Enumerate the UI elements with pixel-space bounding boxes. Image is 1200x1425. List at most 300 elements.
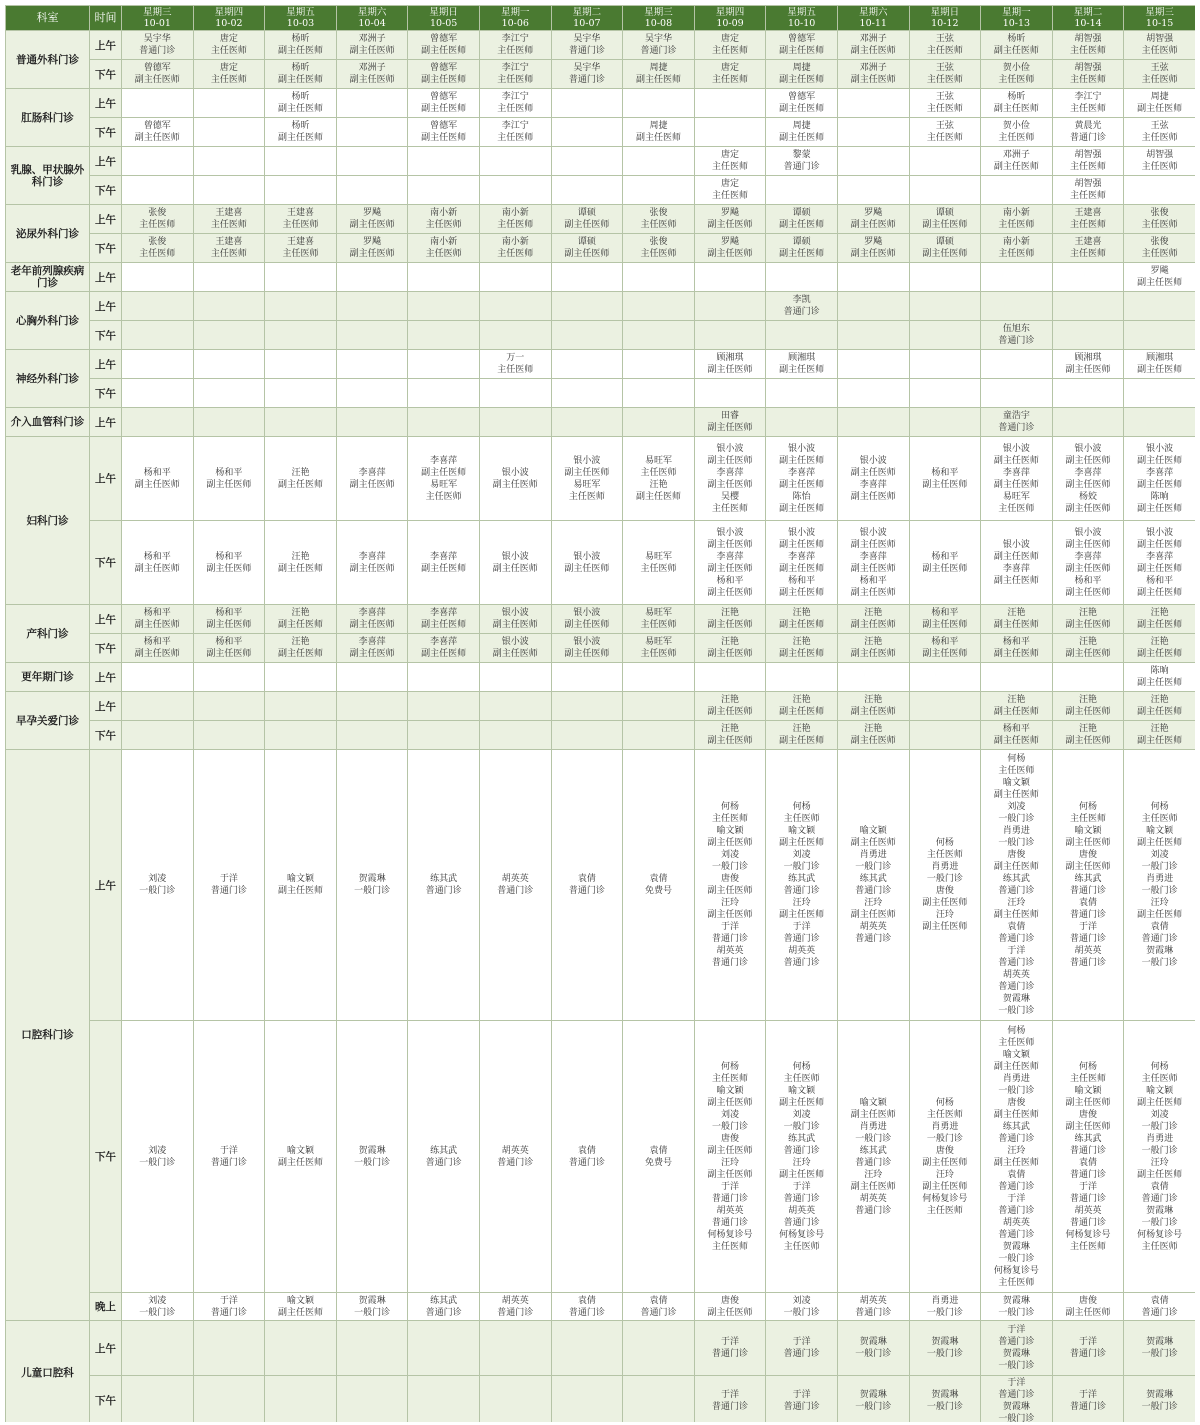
schedule-cell <box>551 1376 623 1423</box>
schedule-cell <box>193 1321 265 1376</box>
doctor-name: 汪玲 <box>935 1169 954 1180</box>
doctor-title: 副主任医师 <box>564 220 610 230</box>
doctor-name: 喻文颖 <box>1074 1085 1102 1096</box>
doctor-name: 汪艳 <box>721 608 740 618</box>
schedule-cell <box>623 750 695 1021</box>
weekday-label: 星期三 <box>143 6 172 18</box>
doctor-title: 副主任医师 <box>922 649 968 659</box>
schedule-cell <box>265 521 337 605</box>
schedule-cell <box>766 60 838 89</box>
doctor-title: 副主任医师 <box>850 649 896 659</box>
doctor-name: 练其武 <box>859 874 887 884</box>
doctor-name: 唐定 <box>219 34 238 44</box>
schedule-cell <box>336 634 408 663</box>
doctor-name: 罗飚 <box>864 237 883 247</box>
doctor-name: 李喜萍 <box>1002 563 1030 574</box>
doctor-title: 副主任医师 <box>779 649 825 659</box>
schedule-cell <box>265 1293 337 1321</box>
doctor-name: 李喜萍 <box>358 551 386 562</box>
doctor-title: 一般门诊 <box>1141 1121 1178 1132</box>
schedule-cell <box>766 408 838 437</box>
schedule-cell <box>837 1021 909 1293</box>
schedule-cell <box>1124 721 1195 750</box>
doctor-title: 副主任医师 <box>421 620 467 630</box>
schedule-row <box>6 408 1196 437</box>
doctor-name: 杨和平 <box>143 608 171 618</box>
session-time: 上午 <box>90 437 122 521</box>
doctor-name: 贺霞琳 <box>1002 1401 1030 1412</box>
schedule-cell <box>551 379 623 408</box>
schedule-cell <box>336 692 408 721</box>
session-time: 下午 <box>90 1021 122 1293</box>
weekday-label: 星期一 <box>1002 6 1031 18</box>
doctor-name: 王弦 <box>1150 63 1169 73</box>
doctor-name: 喻文颖 <box>859 826 887 836</box>
doctor-title: 主任医师 <box>712 75 749 85</box>
doctor-name: 汪艳 <box>1150 695 1169 705</box>
doctor-name: 罗飚 <box>721 208 740 218</box>
doctor-name: 邓洲子 <box>859 63 887 73</box>
department-name: 儿童口腔科 <box>6 1321 90 1423</box>
doctor-name: 喻文颖 <box>1146 826 1174 836</box>
doctor-title: 普通门诊 <box>1070 934 1107 944</box>
schedule-cell <box>623 379 695 408</box>
doctor-title: 副主任医师 <box>993 104 1039 114</box>
doctor-name: 罗飚 <box>721 237 740 247</box>
doctor-title: 副主任医师 <box>850 539 896 550</box>
doctor-name: 何杨 <box>1007 1025 1026 1036</box>
doctor-name: 于洋 <box>1007 1193 1026 1204</box>
session-time: 上午 <box>90 692 122 721</box>
doctor-title: 普通门诊 <box>1070 133 1107 143</box>
schedule-row <box>6 321 1196 350</box>
doctor-title: 普通门诊 <box>712 1349 749 1359</box>
schedule-cell <box>122 31 194 60</box>
doctor-title: 主任医师 <box>998 249 1035 259</box>
doctor-title: 副主任医师 <box>564 467 610 478</box>
doctor-title: 主任医师 <box>998 1037 1035 1048</box>
doctor-name: 王弦 <box>935 34 954 44</box>
doctor-name: 银小波 <box>859 527 887 538</box>
doctor-name: 汪艳 <box>291 551 310 562</box>
doctor-title: 普通门诊 <box>998 886 1035 896</box>
schedule-cell <box>766 1021 838 1293</box>
schedule-cell <box>1124 663 1195 692</box>
doctor-title: 副主任医师 <box>850 249 896 259</box>
doctor-title: 主任医师 <box>712 1073 749 1084</box>
doctor-title: 主任医师 <box>926 1109 963 1120</box>
doctor-name: 汪玲 <box>1007 898 1026 908</box>
doctor-title: 主任医师 <box>926 46 963 56</box>
schedule-cell <box>336 118 408 147</box>
schedule-cell <box>623 408 695 437</box>
schedule-cell <box>122 1321 194 1376</box>
schedule-cell <box>408 118 480 147</box>
doctor-name: 汪艳 <box>721 695 740 705</box>
schedule-container <box>5 5 1195 1422</box>
doctor-title: 一般门诊 <box>998 1361 1035 1371</box>
doctor-name: 刘凌 <box>792 850 811 860</box>
schedule-cell <box>265 118 337 147</box>
doctor-name: 银小波 <box>1074 527 1102 538</box>
doctor-title: 主任医师 <box>1070 814 1107 824</box>
doctor-title: 主任医师 <box>1070 75 1107 85</box>
doctor-title: 主任医师 <box>640 563 677 574</box>
doctor-name: 贺霞琳 <box>1002 1295 1030 1306</box>
schedule-row <box>6 1376 1196 1423</box>
doctor-name: 胡英英 <box>716 1205 744 1216</box>
schedule-cell <box>193 692 265 721</box>
doctor-title: 普通门诊 <box>568 886 605 896</box>
schedule-cell <box>408 1021 480 1293</box>
schedule-cell <box>265 437 337 521</box>
doctor-title: 普通门诊 <box>497 886 534 896</box>
doctor-name: 李喜萍 <box>1146 467 1174 478</box>
date-label: 10-13 <box>1002 18 1031 29</box>
schedule-cell <box>909 1321 981 1376</box>
doctor-name: 汪艳 <box>792 724 811 734</box>
schedule-cell <box>265 263 337 292</box>
doctor-title: 普通门诊 <box>210 1157 247 1168</box>
schedule-cell <box>408 1321 480 1376</box>
doctor-title: 副主任医师 <box>779 563 825 574</box>
time-column-header: 时间 <box>90 6 122 31</box>
schedule-cell <box>1052 379 1124 408</box>
schedule-row <box>6 634 1196 663</box>
weekday-label: 星期二 <box>572 6 602 18</box>
doctor-title: 普通门诊 <box>783 1349 820 1359</box>
doctor-title: 副主任医师 <box>1065 1307 1111 1318</box>
schedule-cell <box>694 176 766 205</box>
doctor-name: 李喜萍 <box>1074 551 1102 562</box>
schedule-cell <box>265 1321 337 1376</box>
schedule-cell <box>408 521 480 605</box>
doctor-title: 副主任医师 <box>564 563 610 574</box>
doctor-name: 银小波 <box>859 455 887 466</box>
schedule-cell <box>336 292 408 321</box>
schedule-cell <box>336 437 408 521</box>
schedule-cell <box>336 263 408 292</box>
doctor-title: 副主任医师 <box>922 922 968 932</box>
doctor-title: 副主任医师 <box>1065 838 1111 848</box>
doctor-name: 肖勇进 <box>859 1121 887 1132</box>
doctor-title: 一般门诊 <box>998 1413 1035 1422</box>
doctor-name: 汪艳 <box>1150 637 1169 647</box>
doctor-name: 刘凌 <box>792 1295 811 1306</box>
doctor-name: 杨和平 <box>215 637 243 647</box>
schedule-cell <box>694 605 766 634</box>
doctor-name: 易旺军 <box>644 608 672 618</box>
doctor-name: 曾德军 <box>430 63 458 73</box>
doctor-name: 喻文颖 <box>286 1295 314 1306</box>
doctor-title: 副主任医师 <box>993 790 1039 800</box>
schedule-cell <box>694 118 766 147</box>
schedule-cell <box>766 521 838 605</box>
weekday-label: 星期日 <box>930 6 960 18</box>
doctor-name: 何杨复诊号 <box>922 1193 968 1204</box>
schedule-cell <box>336 1293 408 1321</box>
doctor-name: 何杨 <box>1150 1061 1169 1072</box>
schedule-cell <box>122 205 194 234</box>
doctor-name: 袁倩 <box>577 874 596 884</box>
schedule-cell <box>623 321 695 350</box>
doctor-title: 普通门诊 <box>1141 1307 1178 1318</box>
schedule-cell <box>766 379 838 408</box>
schedule-cell <box>551 292 623 321</box>
schedule-cell <box>193 234 265 263</box>
doctor-name: 银小波 <box>573 608 601 618</box>
schedule-cell <box>551 321 623 350</box>
doctor-title: 主任医师 <box>1070 104 1107 114</box>
schedule-cell <box>909 1021 981 1293</box>
schedule-cell <box>408 1376 480 1423</box>
schedule-cell <box>193 1021 265 1293</box>
date-label: 10-09 <box>716 18 744 29</box>
doctor-name: 杨和平 <box>859 575 887 586</box>
schedule-cell <box>193 605 265 634</box>
doctor-title: 副主任医师 <box>349 46 395 56</box>
doctor-title: 主任医师 <box>282 249 319 259</box>
doctor-name: 练其武 <box>788 874 816 884</box>
doctor-title: 普通门诊 <box>712 1401 749 1412</box>
schedule-cell <box>909 379 981 408</box>
doctor-title: 主任医师 <box>926 75 963 85</box>
schedule-cell <box>766 263 838 292</box>
doctor-title: 副主任医师 <box>993 1157 1039 1168</box>
schedule-row <box>6 521 1196 605</box>
doctor-title: 主任医师 <box>1141 814 1178 824</box>
schedule-cell <box>265 234 337 263</box>
doctor-title: 主任医师 <box>425 220 462 230</box>
doctor-name: 李喜萍 <box>358 467 386 478</box>
doctor-name: 唐定 <box>721 150 740 160</box>
schedule-cell <box>265 89 337 118</box>
doctor-title: 普通门诊 <box>783 162 820 172</box>
doctor-name: 谭硕 <box>935 237 954 247</box>
weekday-label: 星期日 <box>429 6 458 18</box>
schedule-cell <box>265 379 337 408</box>
doctor-name: 谭硕 <box>792 208 811 218</box>
schedule-cell <box>408 379 480 408</box>
doctor-name: 曾德军 <box>430 92 458 102</box>
doctor-title: 副主任医师 <box>277 46 323 56</box>
schedule-cell <box>694 31 766 60</box>
doctor-name: 何杨复诊号 <box>1065 1229 1111 1240</box>
doctor-name: 唐俊 <box>721 874 740 884</box>
doctor-title: 副主任医师 <box>779 503 825 514</box>
doctor-title: 普通门诊 <box>139 46 176 56</box>
schedule-row <box>6 437 1196 521</box>
schedule-row <box>6 31 1196 60</box>
schedule-cell <box>1124 379 1195 408</box>
schedule-cell <box>122 1021 194 1293</box>
doctor-title: 普通门诊 <box>1141 1193 1178 1204</box>
schedule-cell <box>479 692 551 721</box>
doctor-name: 何杨 <box>935 838 954 848</box>
doctor-name: 贺霞琳 <box>358 1295 386 1306</box>
doctor-title: 普通门诊 <box>855 934 892 944</box>
doctor-name: 汪艳 <box>792 695 811 705</box>
schedule-cell <box>837 176 909 205</box>
doctor-title: 副主任医师 <box>779 249 825 259</box>
session-time: 上午 <box>90 750 122 1021</box>
schedule-cell <box>265 1376 337 1423</box>
doctor-name: 汪艳 <box>792 637 811 647</box>
doctor-name: 银小波 <box>501 608 529 618</box>
doctor-title: 主任医师 <box>497 133 534 143</box>
doctor-title: 副主任医师 <box>349 75 395 85</box>
doctor-name: 刘凌 <box>1150 1109 1169 1120</box>
doctor-title: 副主任医师 <box>707 649 753 659</box>
schedule-cell <box>551 692 623 721</box>
schedule-cell <box>408 205 480 234</box>
doctor-name: 胡智强 <box>1074 150 1102 160</box>
doctor-name: 胡智强 <box>1074 63 1102 73</box>
doctor-title: 普通门诊 <box>1070 1401 1107 1412</box>
doctor-title: 副主任医师 <box>349 220 395 230</box>
doctor-title: 副主任医师 <box>1065 539 1111 550</box>
doctor-name: 胡英英 <box>501 1145 529 1156</box>
doctor-name: 南小新 <box>430 237 458 247</box>
schedule-cell <box>623 1293 695 1321</box>
doctor-name: 何杨复诊号 <box>779 1229 825 1240</box>
schedule-cell <box>909 89 981 118</box>
doctor-name: 易旺军 <box>573 479 601 490</box>
doctor-title: 主任医师 <box>1070 220 1107 230</box>
session-time: 上午 <box>90 605 122 634</box>
doctor-name: 杨昕 <box>291 121 310 131</box>
session-time: 晚上 <box>90 1293 122 1321</box>
doctor-name: 杨姣 <box>1079 491 1098 502</box>
schedule-cell <box>981 721 1053 750</box>
doctor-title: 主任医师 <box>712 814 749 824</box>
schedule-cell <box>694 234 766 263</box>
doctor-name: 伍旭东 <box>1002 324 1030 334</box>
doctor-title: 副主任医师 <box>1137 365 1183 375</box>
schedule-cell <box>981 605 1053 634</box>
doctor-title: 普通门诊 <box>712 958 749 968</box>
doctor-title: 副主任医师 <box>277 133 323 143</box>
doctor-name: 汪艳 <box>1150 608 1169 618</box>
doctor-name: 南小新 <box>501 237 529 247</box>
doctor-title: 副主任医师 <box>779 365 825 375</box>
schedule-cell <box>837 147 909 176</box>
schedule-cell <box>837 292 909 321</box>
doctor-title: 主任医师 <box>712 46 749 56</box>
outpatient-schedule-table <box>5 5 1195 1422</box>
doctor-name: 汪玲 <box>721 1157 740 1168</box>
schedule-cell <box>336 350 408 379</box>
doctor-title: 副主任医师 <box>850 491 896 502</box>
schedule-cell <box>479 1376 551 1423</box>
schedule-cell <box>766 750 838 1021</box>
doctor-title: 主任医师 <box>783 1241 820 1252</box>
schedule-cell <box>837 60 909 89</box>
schedule-cell <box>694 721 766 750</box>
doctor-title: 主任医师 <box>1141 162 1178 172</box>
schedule-cell <box>1124 176 1195 205</box>
schedule-cell <box>336 31 408 60</box>
doctor-title: 主任医师 <box>998 1277 1035 1288</box>
schedule-cell <box>837 234 909 263</box>
schedule-cell <box>551 118 623 147</box>
doctor-name: 练其武 <box>430 1145 458 1156</box>
doctor-title: 副主任医师 <box>922 220 968 230</box>
session-time: 上午 <box>90 31 122 60</box>
schedule-cell <box>408 692 480 721</box>
doctor-title: 副主任医师 <box>779 1169 825 1180</box>
doctor-name: 胡英英 <box>1002 1217 1030 1228</box>
doctor-name: 黎蒙 <box>792 150 811 160</box>
doctor-name: 李喜萍 <box>859 551 887 562</box>
schedule-cell <box>1124 634 1195 663</box>
doctor-title: 副主任医师 <box>922 563 968 574</box>
doctor-title: 普通门诊 <box>783 1401 820 1412</box>
schedule-cell <box>193 379 265 408</box>
schedule-cell <box>193 147 265 176</box>
table-header <box>6 6 1196 31</box>
doctor-name: 银小波 <box>716 527 744 538</box>
doctor-title: 副主任医师 <box>779 620 825 630</box>
doctor-name: 喻文颖 <box>286 874 314 884</box>
date-label: 10-14 <box>1074 18 1102 29</box>
doctor-title: 副主任医师 <box>993 551 1039 562</box>
schedule-cell <box>623 292 695 321</box>
doctor-title: 副主任医师 <box>922 1181 968 1192</box>
doctor-title: 副主任医师 <box>850 1109 896 1120</box>
schedule-cell <box>909 292 981 321</box>
doctor-name: 于洋 <box>721 1337 740 1347</box>
doctor-title: 普通门诊 <box>998 1205 1035 1216</box>
schedule-cell <box>694 350 766 379</box>
schedule-cell <box>265 663 337 692</box>
doctor-title: 副主任医师 <box>779 455 825 466</box>
doctor-name: 曾德军 <box>788 92 816 102</box>
schedule-cell <box>766 321 838 350</box>
doctor-title: 副主任医师 <box>1137 503 1183 514</box>
schedule-cell <box>193 663 265 692</box>
schedule-cell <box>981 147 1053 176</box>
doctor-name: 唐俊 <box>721 1133 740 1144</box>
doctor-title: 副主任医师 <box>707 220 753 230</box>
doctor-name: 杨和平 <box>143 467 171 478</box>
schedule-row <box>6 118 1196 147</box>
doctor-name: 于洋 <box>721 922 740 932</box>
doctor-name: 汪玲 <box>1150 1157 1169 1168</box>
doctor-name: 李喜萍 <box>430 608 458 618</box>
doctor-name: 杨和平 <box>1146 575 1174 586</box>
doctor-title: 副主任医师 <box>1137 1169 1183 1180</box>
doctor-title: 普通门诊 <box>568 46 605 56</box>
doctor-title: 副主任医师 <box>1065 649 1111 659</box>
schedule-cell <box>265 321 337 350</box>
doctor-title: 副主任医师 <box>707 1307 753 1318</box>
doctor-title: 副主任医师 <box>134 75 180 85</box>
schedule-cell <box>766 663 838 692</box>
doctor-title: 一般门诊 <box>139 1157 176 1168</box>
schedule-cell <box>479 605 551 634</box>
schedule-cell <box>1124 437 1195 521</box>
doctor-title: 普通门诊 <box>1070 1193 1107 1204</box>
doctor-name: 唐俊 <box>1079 1295 1098 1306</box>
doctor-name: 银小波 <box>573 637 601 647</box>
doctor-name: 肖勇进 <box>1146 874 1174 884</box>
doctor-title: 副主任医师 <box>1137 455 1183 466</box>
doctor-title: 副主任医师 <box>134 479 180 490</box>
schedule-cell <box>909 60 981 89</box>
doctor-title: 普通门诊 <box>210 886 247 896</box>
doctor-name: 胡英英 <box>501 1295 529 1306</box>
